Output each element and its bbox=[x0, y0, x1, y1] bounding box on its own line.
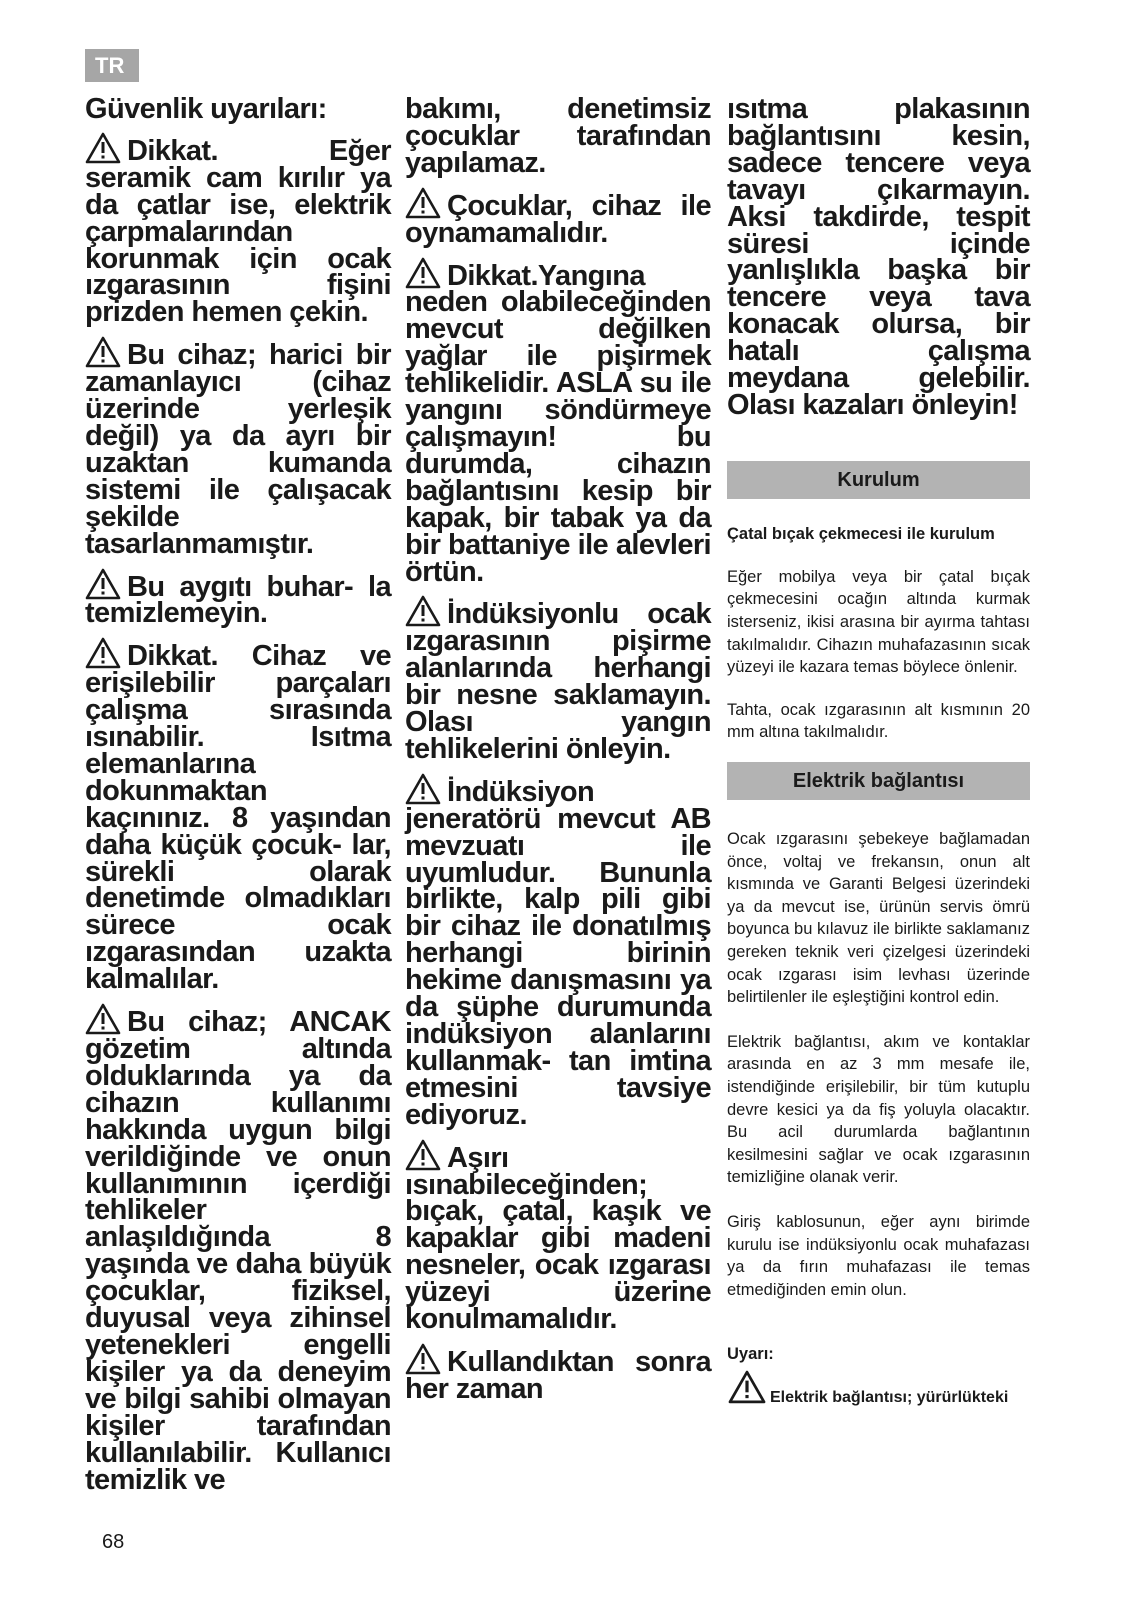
page-number: 68 bbox=[102, 1531, 125, 1553]
warning-triangle-icon bbox=[85, 132, 121, 164]
warning-paragraph: Aşırı ısınabileceğinden; bıçak, çatal, kaşık ve kapaklar gibi madeni nesneler, ocak ızgarası yüzeyi üzerine konulmamalıdır. bbox=[405, 1139, 711, 1333]
section-header-elektrik: Elektrik bağlantısı bbox=[727, 762, 1030, 800]
warning-triangle-icon bbox=[405, 595, 441, 627]
warning-paragraph: Dikkat.Yangına neden olabileceğinden mevcut değilken yağlar ile pişirmek tehlikelidir. ASLA su ile yangını söndürmeye çalışmayın! bu durumda, cihazın bağlantısını kesip bir kapak, bir tabak ya da bir battaniye ile alevleri örtün. bbox=[405, 257, 711, 586]
warning-paragraph: Dikkat. Eğer seramik cam kırılır ya da çatlar ise, elektrik çarpmalarından korunmak için ocak ızgarasının fişini prizden hemen çekin. bbox=[85, 132, 391, 326]
warning-paragraph: Dikkat. Cihaz ve erişilebilir parçaları çalışma sırasında ısınabilir. Isıtma elemanlarına dokunmaktan kaçınınız. 8 yaşından daha küçük çocuk- lar, sürekli olarak denetimde olmadıkları sürece ocak ızgarasından uzakta kalmalılar. bbox=[85, 637, 391, 993]
paragraph: bakımı, denetimsiz çocuklar tarafından yapılamaz. bbox=[405, 93, 711, 179]
subsection-heading: Çatal bıçak çekmecesi ile kurulum bbox=[727, 524, 995, 543]
warning-triangle-icon bbox=[405, 1139, 441, 1171]
section-header-kurulum: Kurulum bbox=[727, 461, 1030, 499]
warning-triangle-icon bbox=[405, 773, 441, 805]
warning-triangle-icon bbox=[405, 257, 441, 289]
warning-paragraph: Kullandıktan sonra her zaman bbox=[405, 1343, 711, 1403]
section-heading: Güvenlik uyarıları: bbox=[85, 93, 327, 125]
paragraph: Giriş kablosunun, eğer aynı birimde kurulu ise indüksiyonlu ocak muhafazası ya da fırın muhafazası ile temas etmediğinden emin olun. bbox=[727, 1212, 1030, 1299]
warning-paragraph: Bu cihaz; harici bir zamanlayıcı (cihaz üzerinde yerleşik değil) ya da ayrı bir uzaktan kumanda sistemi ile çalışacak şekilde tasarlanmamıştır. bbox=[85, 336, 391, 557]
paragraph: Eğer mobilya veya bir çatal bıçak çekmecesini ocağın altında kurmak isterseniz, ikisi arasına bir ayırma tahtası takılmalıdır. Cihazın muhafazasının sıcak yüzeyi ile kazara temas böylece önlenir. bbox=[727, 567, 1030, 677]
warning-paragraph: İndüksiyonlu ocak ızgarasının pişirme alanlarında herhangi bir nesne saklamayın. Olası yangın tehlikelerini önleyin. bbox=[405, 595, 711, 762]
column-2 bbox=[405, 93, 711, 1413]
warning-triangle-icon bbox=[85, 637, 121, 669]
paragraph: Tahta, ocak ızgarasının alt kısmının 20 mm altına takılmalıdır. bbox=[727, 700, 1030, 742]
warning-triangle-icon bbox=[727, 1370, 767, 1404]
column-3 bbox=[727, 93, 1030, 1407]
warning-paragraph: Çocuklar, cihaz ile oynamamalıdır. bbox=[405, 187, 711, 247]
warning-paragraph: Elektrik bağlantısı; yürürlükteki bbox=[727, 1370, 1030, 1407]
warning-triangle-icon bbox=[405, 187, 441, 219]
paragraph: ısıtma plakasının bağlantısını kesin, sadece tencere veya tavayı çıkarmayın. Aksi takdirde, tespit süresi içinde yanlışlıkla başka bir tencere veya tava konacak olursa, bir hatalı çalışma meydana gelebilir. Olası kazaları önleyin! bbox=[727, 93, 1030, 421]
warning-paragraph: Bu aygıtı buhar- la temizlemeyin. bbox=[85, 568, 391, 628]
warning-triangle-icon bbox=[85, 568, 121, 600]
paragraph: Ocak ızgarasını şebekeye bağlamadan önce, voltaj ve frekansın, onun alt kısmında ve Garanti Belgesi üzerindeki ya da mevcut ise, ürünün servis ömrü boyunca bu kılavuz ile birlikte saklamanız gereken teknik veri çizelgesi üzerindeki ocak ızgarası isim levhası üzerinde belirtilenler ile eşleştiğini kontrol edin. bbox=[727, 830, 1030, 1007]
warning-paragraph: İndüksiyon jeneratörü mevcut AB mevzuatı ile uyumludur. Bununla birlikte, kalp pili gibi bir cihaz ile donatılmış herhangi birinin hekime danışmasını ya da şüphe durumunda indüksiyon alanlarını kullanmak- tan imtina etmesini tavsiye ediyoruz. bbox=[405, 773, 711, 1129]
paragraph: Elektrik bağlantısı, akım ve kontaklar arasında en az 3 mm mesafe ile, istendiğinde erişilebilir, bir tüm kutuplu devre kesici ya da fiş yoluyla olacaktır. Bu acil durumlarda bağlantının kesilmesini sağlar ve ocak ızgarasının temizliğine olanak verir. bbox=[727, 1032, 1030, 1187]
warning-triangle-icon bbox=[85, 336, 121, 368]
warning-triangle-icon bbox=[405, 1343, 441, 1375]
warning-paragraph: Bu cihaz; ANCAK gözetim altında olduklarında ya da cihazın kullanımı hakkında uygun bilgi verildiğinde ve onun kullanımının içerdiği tehlikeler anlaşıldığında 8 yaşında ve daha büyük çocuklar, fiziksel, duyusal veya zihinsel yetenekleri engelli kişiler ya da deneyim ve bilgi sahibi olmayan kişiler tarafından kullanılabilir. Kullanıcı temizlik ve bbox=[85, 1003, 391, 1493]
warning-label: Uyarı: bbox=[727, 1345, 774, 1364]
warning-triangle-icon bbox=[85, 1003, 121, 1035]
language-tab: TR bbox=[85, 49, 139, 82]
column-1 bbox=[85, 93, 391, 1503]
